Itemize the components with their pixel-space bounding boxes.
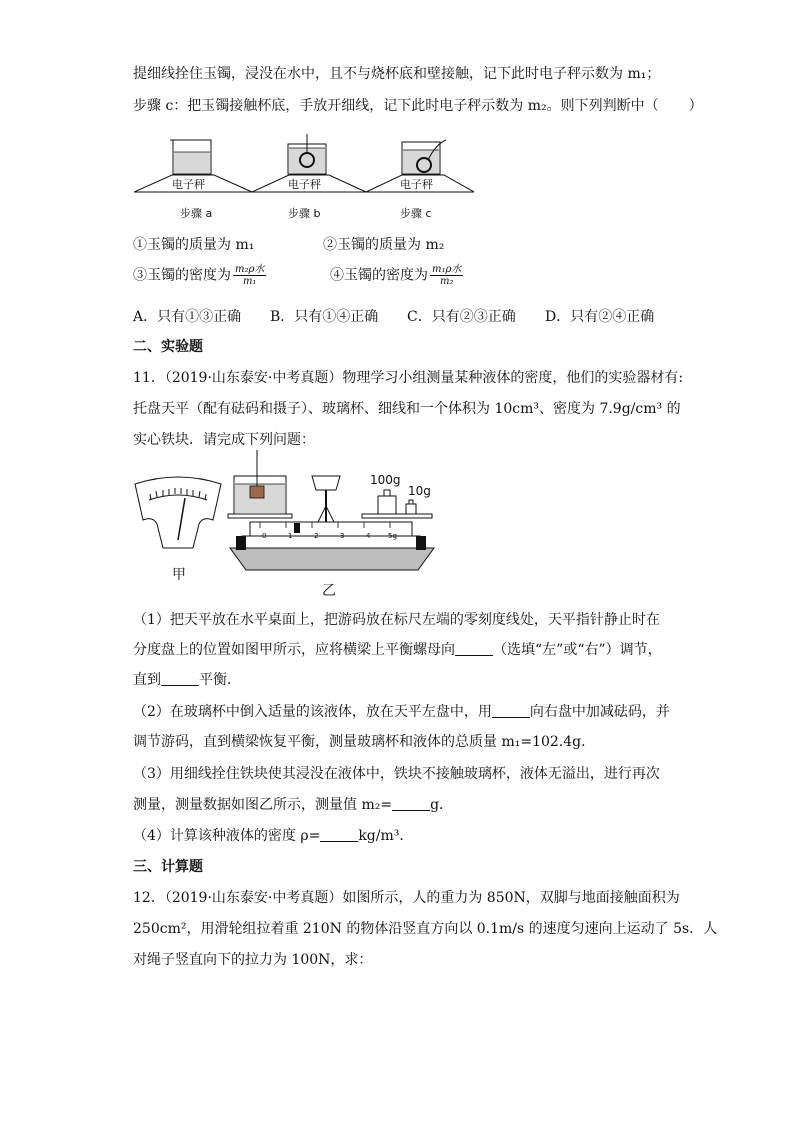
q11-part3-line2: [133, 795, 453, 815]
scale-label-c: 电子秤: [400, 178, 433, 191]
answer-blank-1[interactable]: [455, 641, 493, 656]
ruler-tick-2: 2: [314, 532, 319, 540]
q11-part2-line1-b: 向右盘中加减砝码，并: [529, 704, 670, 720]
q11-part2-line1-a: （2）在玻璃杯中倒入适量的该液体，放在天平左盘中，用: [133, 704, 492, 720]
statement-3: [133, 264, 268, 287]
q11-part1-line2-a: 分度盘上的位置如图甲所示，应将横梁上平衡螺母向: [133, 642, 455, 658]
q11-part2-line1: [133, 702, 670, 722]
q11-part1-line3-a: 直到: [133, 672, 161, 688]
q11-part3-line1: （3）用细线拴住铁块使其浸没在液体中，铁块不接触玻璃杯，液体无溢出，进行再次: [133, 766, 660, 782]
q12-text-line1: 12．（2019·山东泰安·中考真题）如图所示，人的重力为 850N，双脚与地面接触面积为: [133, 890, 680, 906]
ruler-tick-4: 4: [366, 532, 371, 540]
choice-b[interactable]: B．只有①④正确: [270, 309, 379, 325]
fraction-4-numerator: m₁ρ水: [432, 264, 462, 275]
q11-part2-line2: 调节游码，直到横梁恢复平衡，测量玻璃杯和液体的总质量 m₁=102.4g．: [133, 734, 596, 750]
scale-label-a: 电子秤: [172, 178, 205, 191]
q11-part3-line2-b: g．: [430, 797, 454, 813]
statement-4-prefix: ④玉镯的密度为: [330, 267, 428, 284]
statement-4: [330, 264, 465, 287]
ruler-tick-5: 5g: [388, 532, 397, 540]
statement-3-prefix: ③玉镯的密度为: [133, 267, 231, 284]
ruler-tick-1: 1: [288, 532, 293, 540]
q11-part4-line1-b: kg/m³．: [358, 828, 414, 844]
q11-part1-line3: [133, 670, 241, 690]
figure-label-jia: 甲: [172, 567, 186, 583]
q11-part1-line1: （1）把天平放在水平桌面上，把游码放在标尺左端的零刻度线处，天平指针静止时在: [133, 612, 660, 628]
step-caption-b: 步骤 b: [288, 207, 321, 220]
figure-label-yi: 乙: [322, 583, 336, 599]
fraction-3-numerator: m₂ρ水: [235, 264, 265, 275]
density-fraction-3: [233, 264, 266, 287]
answer-blank-3[interactable]: [492, 703, 530, 718]
q11-part1-line2: [133, 640, 662, 660]
q11-part1-line2-b: （选填“左”或“右”）调节，: [493, 642, 662, 658]
q11-text-line2: 托盘天平（配有砝码和摄子）、玻璃杯、细线和一个体积为 10cm³、密度为 7.9g/cm³ 的: [133, 401, 681, 417]
ruler-tick-3: 3: [340, 532, 345, 540]
choice-d[interactable]: D．只有②④正确: [545, 309, 655, 325]
scale-label-b: 电子秤: [288, 178, 321, 191]
answer-blank-4[interactable]: [392, 796, 430, 811]
weight-label-10g: 10g: [408, 484, 431, 498]
choice-a[interactable]: A．只有①③正确: [133, 309, 242, 325]
step-caption-c: 步骤 c: [400, 207, 432, 220]
answer-blank-2[interactable]: [161, 671, 199, 686]
answer-blank-5[interactable]: [320, 827, 358, 842]
q10-text-line1: 提细线拴住玉镯，浸没在水中，且不与烧杯底和壁接触，记下此时电子秤示数为 m₁；: [133, 66, 661, 82]
q10-text-line2: [133, 96, 703, 116]
balance-dial-figure: [133, 476, 223, 556]
q11-text-line3: 实心铁块．请完成下列问题：: [133, 432, 315, 448]
q10-text-line2-end: ）: [688, 98, 703, 114]
density-fraction-4: [430, 264, 463, 287]
balance-figure: [222, 450, 444, 574]
q11-part3-line2-a: 测量，测量数据如图乙所示，测量值 m₂=: [133, 797, 393, 813]
fraction-3-denominator: m₁: [242, 276, 257, 287]
section-title-experiment: 二、实验题: [133, 339, 203, 355]
section-title-calculation: 三、计算题: [133, 859, 203, 875]
statement-2: ②玉镯的质量为 m₂: [323, 237, 445, 253]
q11-part4-line1-a: （4）计算该种液体的密度 ρ=: [133, 828, 321, 844]
step-caption-a: 步骤 a: [180, 207, 213, 220]
q11-part4-line1: [133, 826, 413, 846]
q11-part1-line3-b: 平衡．: [199, 672, 241, 688]
ruler-tick-0: 0: [262, 532, 267, 540]
choice-c[interactable]: C．只有②③正确: [407, 309, 516, 325]
fraction-4-denominator: m₂: [439, 276, 454, 287]
q11-text-line1: 11．（2019·山东泰安·中考真题）物理学习小组测量某种液体的密度，他们的实验器材有:: [133, 370, 684, 386]
q10-text-line2-body: 步骤 c：把玉镯接触杯底，手放开细线，记下此时电子秤示数为 m₂。则下列判断中（: [133, 98, 659, 114]
q12-text-line3: 对绳子竖直向下的拉力为 100N，求：: [133, 952, 373, 968]
q12-text-line2: 250cm²，用滑轮组拉着重 210N 的物体沿竖直方向以 0.1m/s 的速度匀速向上运动了 5s．人: [133, 921, 718, 937]
weight-label-100g: 100g: [370, 473, 401, 487]
statement-1: ①玉镯的质量为 m₁: [133, 237, 255, 253]
